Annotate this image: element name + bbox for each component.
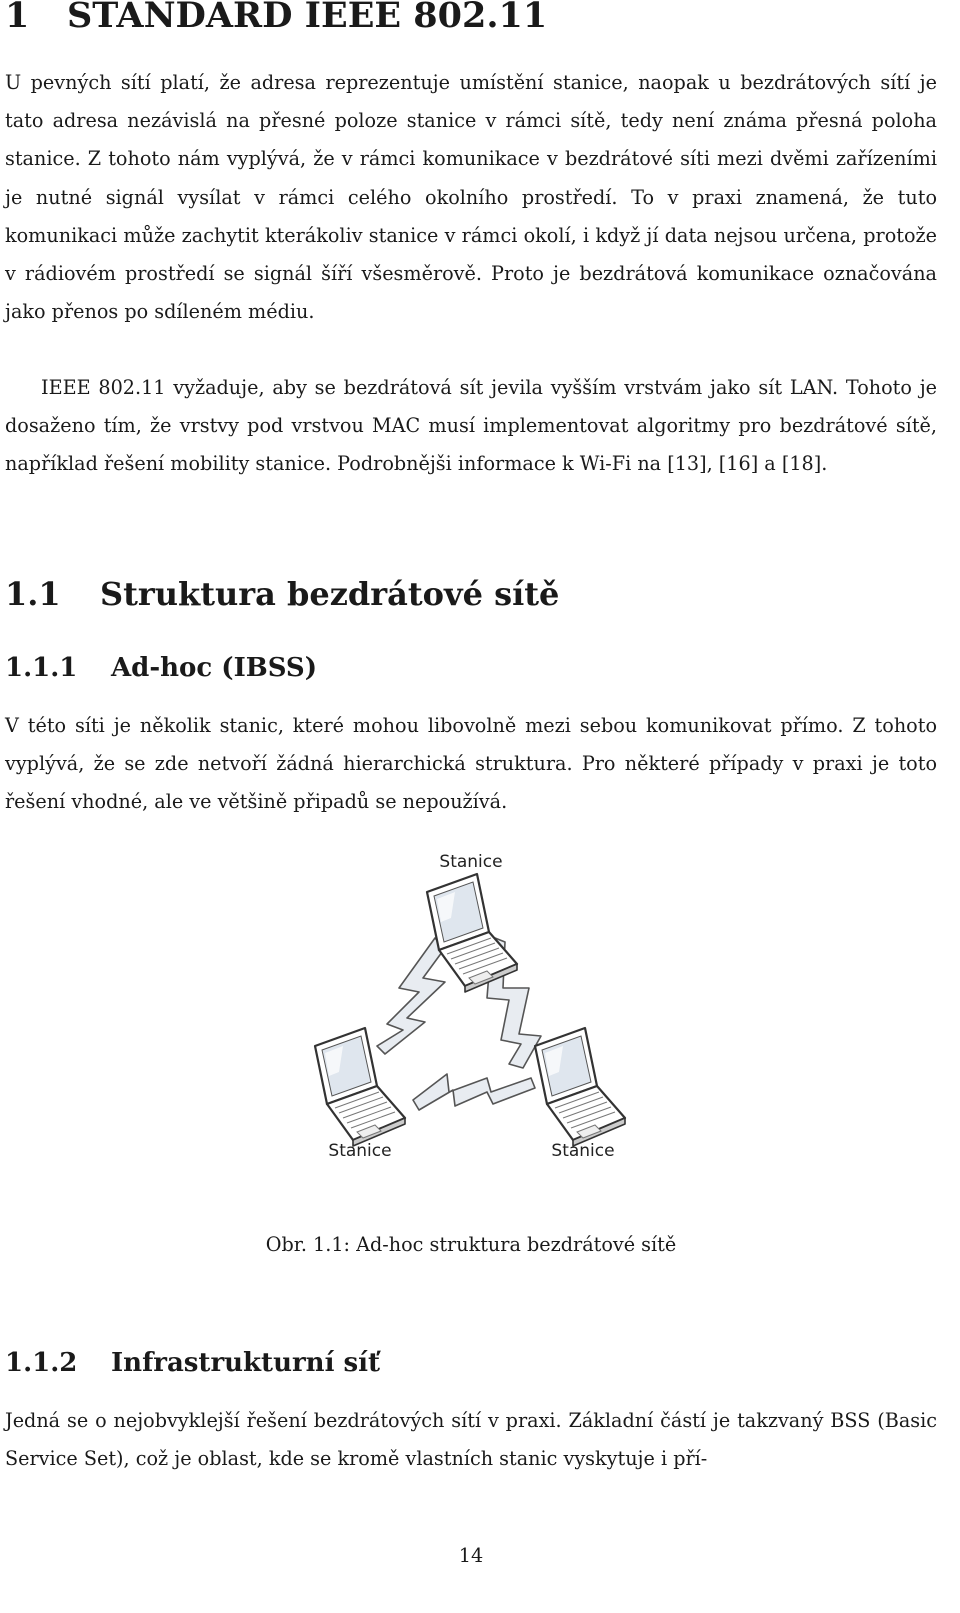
adhoc-diagram	[295, 838, 655, 1178]
subsection-number: 1.1.1	[5, 653, 78, 683]
station-label-top: Stanice	[439, 852, 503, 872]
figure-caption: Obr. 1.1: Ad-hoc struktura bezdrátové sítě	[265, 1233, 677, 1256]
subsection-heading-1-1-1	[5, 651, 317, 685]
intro-paragraph-2: IEEE 802.11 vyžaduje, aby se bezdrátová sít jevila vyšším vrstvám jako sít LAN. Tohoto je dosaženo tím, že vrstvy pod vrstvou MAC musí implementovat algoritmy pro bezdrátové sítě, například řešení mobility stanice. Podrobnějši informace k Wi-Fi na [13], [16] a [18].	[5, 376, 937, 476]
laptop-icon	[535, 1028, 625, 1146]
adhoc-paragraph: V této síti je několik stanic, které mohou libovolně mezi sebou komunikovat přímo. Z tohoto vyplývá, že se zde netvoří žádná hierarchická struktura. Pro některé případy v praxi je toto řešení vhodné, ale ve většině připadů se nepoužívá.	[5, 714, 937, 814]
station-label-bottom-left: Stanice	[328, 1141, 392, 1161]
subsection-title: Infrastrukturní síť	[111, 1348, 381, 1378]
section-heading-1-1	[5, 574, 559, 614]
adhoc-figure	[295, 838, 655, 1178]
infrastructure-paragraph: Jedná se o nejobvyklejší řešení bezdrátových sítí v praxi. Základní částí je takzvaný BSS (Basic Service Set), což je oblast, kde se kromě vlastních stanic vyskytuje i pří-	[5, 1409, 937, 1471]
page-number: 14	[458, 1544, 484, 1567]
subsection-heading-1-1-2	[5, 1346, 380, 1380]
subsection-number: 1.1.2	[5, 1348, 78, 1378]
subsection-title: Ad-hoc (IBSS)	[111, 653, 317, 683]
section-title: Struktura bezdrátové sítě	[100, 575, 560, 613]
chapter-heading	[5, 0, 547, 36]
section-number: 1.1	[5, 575, 61, 613]
chapter-title: STANDARD IEEE 802.11	[67, 0, 548, 36]
intro-paragraph-1: U pevných sítí platí, že adresa reprezentuje umístění stanice, naopak u bezdrátových sítí je tato adresa nezávislá na přesné poloze stanice v rámci sítě, tedy není známa přesná poloha stanice. Z tohoto nám vyplývá, že v rámci komunikace v bezdrátové síti mezi dvěmi zařízeními je nutné signál vysílat v rámci celého okolního prostředí. To v praxi znamená, že tuto komunikaci může zachytit kterákoliv stanice v rámci okolí, i když jí data nejsou určena, protože v rádiovém prostředí se signál šíří všesměrově. Proto je bezdrátová komunikace označována jako přenos po sdíleném médiu.	[5, 71, 937, 324]
station-label-bottom-right: Stanice	[551, 1141, 615, 1161]
chapter-number: 1	[5, 0, 30, 36]
laptop-icon	[427, 874, 517, 992]
